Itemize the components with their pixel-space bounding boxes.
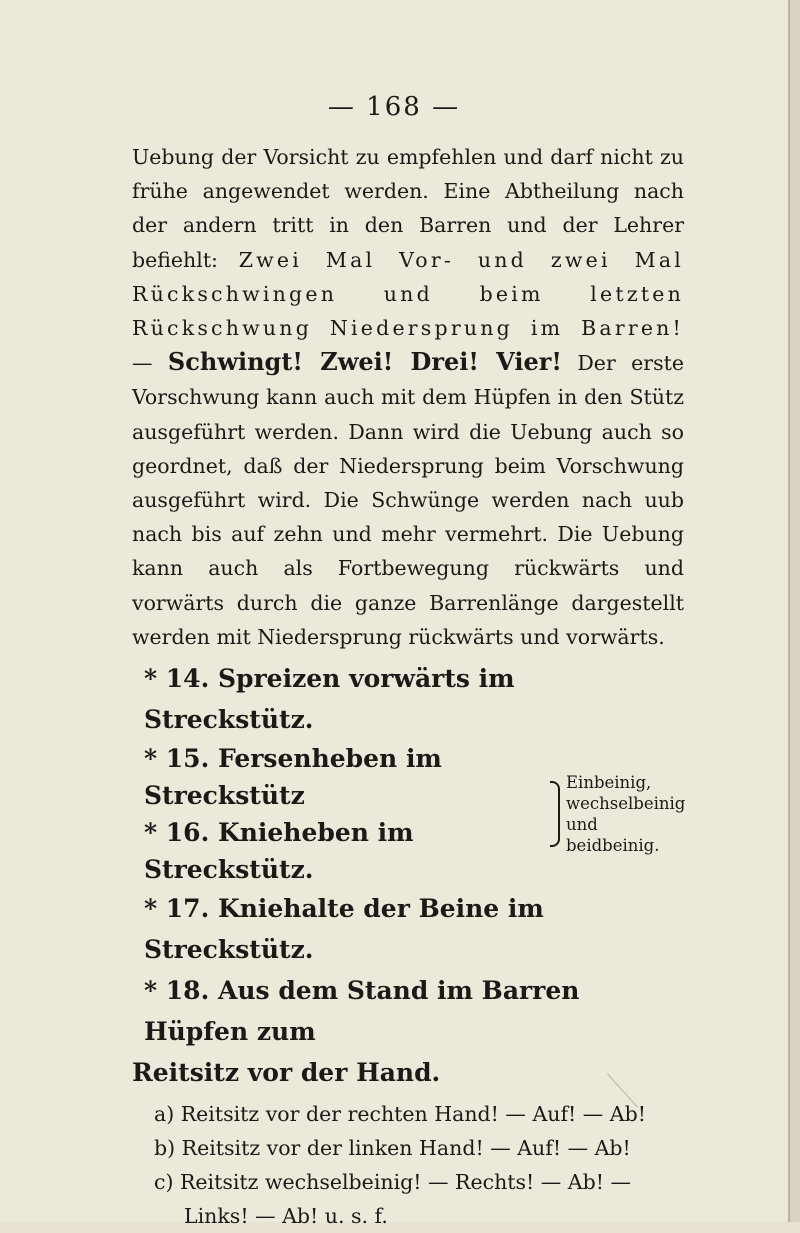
exercise-18-heading: * 18. Aus dem Stand im Barren Hüpfen zum (144, 976, 580, 1047)
exercise-16-heading: * 16. Knieheben im Streckstütz. (144, 818, 414, 885)
subitem-c: c) Reitsitz wechselbeinig! — Rechts! — Ab! — (154, 1170, 631, 1195)
page-number: — 168 — (327, 92, 461, 122)
exercise-15-16-group (144, 740, 684, 888)
paragraph-barren-schwingen (132, 140, 684, 654)
paragraph-text-1: Uebung der Vorsicht zu empfehlen und darf nicht zu frühe angewendet werden. Eine Abtheilung nach der andern tritt in den Barren und der Lehrer befiehlt: (132, 145, 684, 272)
subitem-b: b) Reitsitz vor der linken Hand! — Auf! — Ab! (154, 1136, 631, 1161)
command-count: Schwingt! Zwei! Drei! Vier! (167, 347, 562, 377)
paragraph-dash: — (132, 351, 153, 376)
command-spaced: Zwei Mal Vor- und zwei Mal Rückschwingen und beim letzten Rückschwung Niedersprung im Barren! (132, 247, 684, 341)
exercise-18-heading-continued: Reitsitz vor der Hand. (132, 1058, 441, 1088)
exercise-17-heading: * 17. Kniehalte der Beine im Streckstütz. (144, 894, 544, 965)
body-text (132, 140, 684, 1233)
exercise-18-subitems (154, 1097, 684, 1233)
subitem-a: a) Reitsitz vor der rechten Hand! — Auf! — Ab! (154, 1102, 646, 1127)
page-edge (790, 0, 800, 1222)
subitem-c-continued: Links! — Ab! u. s. f. (184, 1204, 388, 1229)
exercise-14-heading: * 14. Spreizen vorwärts im Streckstütz. (144, 664, 515, 735)
paragraph-text-2: Der erste Vorschwung kann auch mit dem Hüpfen in den Stütz ausgeführt werden. Dann wird die Uebung auch so geordnet, daß der Niedersprung beim Vorschwung ausgeführt wird. Die Schwünge werden nach uub nach bis auf zehn und mehr vermehrt. Die Uebung kann auch als Fortbewegung rückwärts und vorwärts durch die ganze Barrenlänge dargestellt werden mit Niedersprung rückwärts und vorwärts. (132, 351, 684, 649)
brace-mark (550, 781, 561, 847)
brace-note: Einbeinig, wechselbeinig und beidbeinig. (566, 773, 686, 856)
exercise-15-heading: * 15. Fersenheben im Streckstütz (144, 744, 442, 811)
